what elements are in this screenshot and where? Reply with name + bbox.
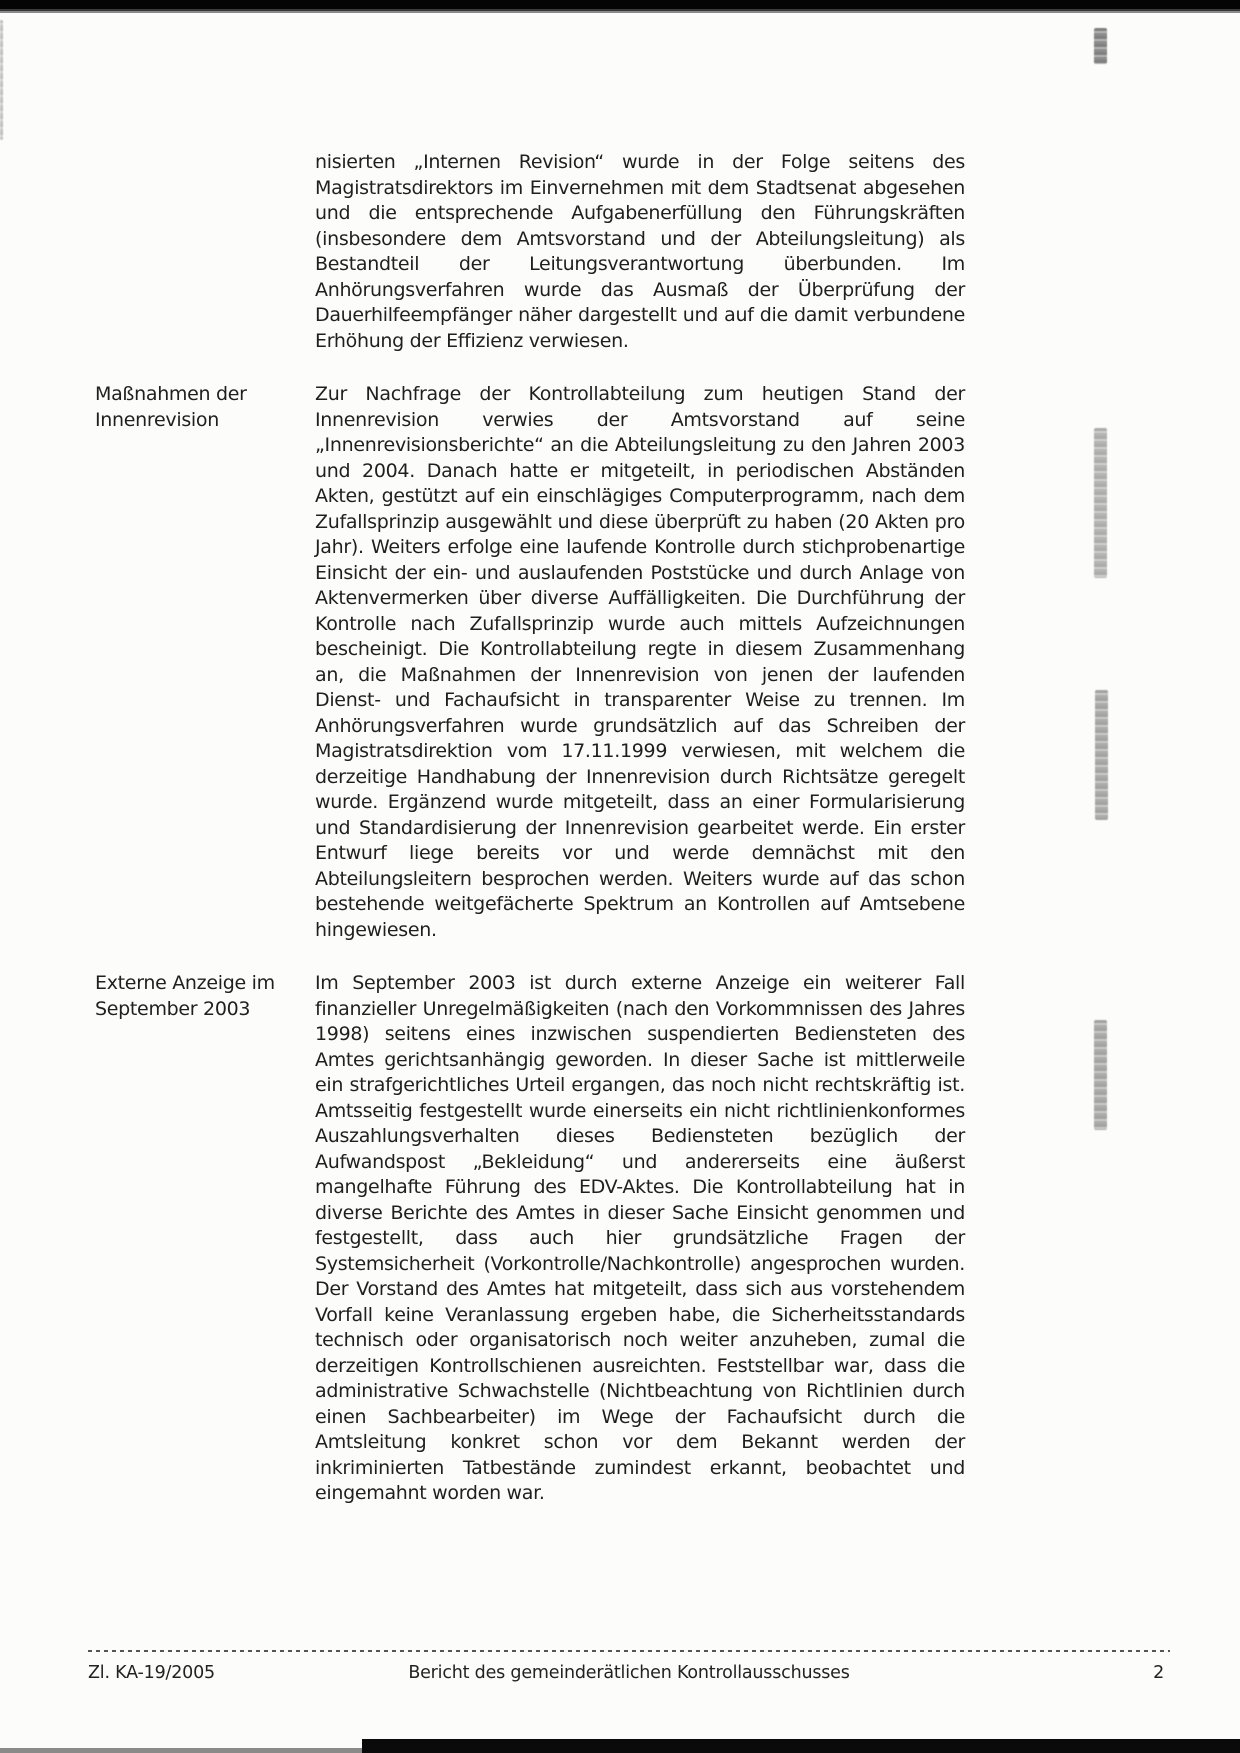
- paragraph-section-innenrevision: [95, 382, 1080, 943]
- scan-artifact: [1094, 428, 1107, 578]
- footer-file-reference: Zl. KA-19/2005: [88, 1663, 215, 1683]
- margin-label: Externe Anzeige im September 2003: [95, 972, 275, 1020]
- document-content: [95, 150, 1080, 1535]
- scan-artifact: [1094, 28, 1107, 64]
- scan-artifact-top-bar: [0, 0, 1240, 13]
- paragraph-text: Im September 2003 ist durch externe Anzeige ein weiterer Fall finanzieller Unregelmäßigkeiten (nach den Vorkommnissen des Jahres 1998) seitens eines inzwischen suspendierten Bediensteten des Amtes gerichtsanhängig geworden. In dieser Sache ist mittlerweile ein strafgerichtliches Urteil ergangen, das noch nicht rechtskräftig ist. Amtsseitig festgestellt wurde einerseits ein nicht richtlinienkonformes Auszahlungsverhalten dieses Bediensteten bezüglich der Aufwandspost „Bekleidung“ und andererseits eine äußerst mangelhafte Führung des EDV-Aktes. Die Kontrollabteilung hat in diverse Berichte des Amtes in dieser Sache Einsicht genommen und festgestellt, dass auch hier grundsätzliche Fragen der Systemsicherheit (Vorkontrolle/Nachkontrolle) angesprochen wurden. Der Vorstand des Amtes hat mitgeteilt, dass sich aus vorstehendem Vorfall keine Veranlassung ergeben habe, die Sicherheitsstandards technisch oder organisatorisch noch weiter anzuheben, zumal die derzeitigen Kontrollschienen ausreichten. Feststellbar war, dass die administrative Schwachstelle (Nichtbeachtung von Richtlinien durch einen Sachbearbeiter) im Wege der Fachaufsicht durch die Amtsleitung konkret schon vor dem Bekannt werden der inkriminierten Tatbestände zumindest erkannt, beobachtet und eingemahnt worden war.: [315, 972, 965, 1504]
- paragraph-text: Zur Nachfrage der Kontrollabteilung zum heutigen Stand der Innenrevision verwies der Amtsvorstand auf seine „Innenrevisionsberichte“ an die Abteilungsleitung zu den Jahren 2003 und 2004. Danach hatte er mitgeteilt, in periodischen Abständen Akten, gestützt auf ein einschlägiges Computerprogramm, nach dem Zufallsprinzip ausgewählt und diese überprüft zu haben (20 Akten pro Jahr). Weiters erfolge eine laufende Kontrolle durch stichprobenartige Einsicht der ein- und auslaufenden Poststücke und durch Anlage von Aktenvermerken über diverse Auffälligkeiten. Die Durchführung der Kontrolle nach Zufallsprinzip wurde auch mittels Aufzeichnungen bescheinigt. Die Kontrollabteilung regte in diesem Zusammenhang an, die Maßnahmen der Innenrevision von jenen der laufenden Dienst- und Fachaufsicht in transparenter Weise zu trennen. Im Anhörungsverfahren wurde grundsätzlich auf das Schreiben der Magistratsdirektion vom 17.11.1999 verwiesen, mit welchem die derzeitige Handhabung der Innenrevision durch Richtsätze geregelt wurde. Ergänzend wurde mitgeteilt, dass an einer Formularisierung und Standardisierung der Innenrevision gearbeitet werde. Ein erster Entwurf liege bereits vor und werde demnächst mit den Abteilungsleitern besprochen werden. Weiters wurde auf das schon bestehende weitgefächerte Spektrum an Kontrollen auf Amtsebene hingewiesen.: [315, 383, 965, 941]
- footer-divider: [88, 1650, 1170, 1652]
- paragraph-section-continuation: [95, 150, 1080, 354]
- margin-label: Maßnahmen der Innenrevision: [95, 383, 247, 431]
- paragraph-section-externe-anzeige: [95, 971, 1080, 1507]
- scan-artifact: [0, 20, 3, 140]
- footer-page-number: 2: [1153, 1663, 1164, 1683]
- scan-artifact: [1095, 690, 1108, 820]
- page-footer: [88, 1650, 1170, 1683]
- scan-artifact: [1094, 1020, 1107, 1130]
- paragraph-text: nisierten „Internen Revision“ wurde in der Folge seitens des Magistratsdirektors im Einvernehmen mit dem Stadtsenat abgesehen und die entsprechende Aufgabenerfüllung den Führungskräften (insbesondere dem Amtsvorstand und der Abteilungsleitung) als Bestandteil der Leitungsverantwortung überbunden. Im Anhörungsverfahren wurde das Ausmaß der Überprüfung der Dauerhilfeempfänger näher dargestellt und auf die damit verbundene Erhöhung der Effizienz verwiesen.: [315, 151, 965, 352]
- footer-document-title: Bericht des gemeinderätlichen Kontrollausschusses: [408, 1663, 850, 1683]
- scan-artifact-bottom-bar: [362, 1739, 1240, 1753]
